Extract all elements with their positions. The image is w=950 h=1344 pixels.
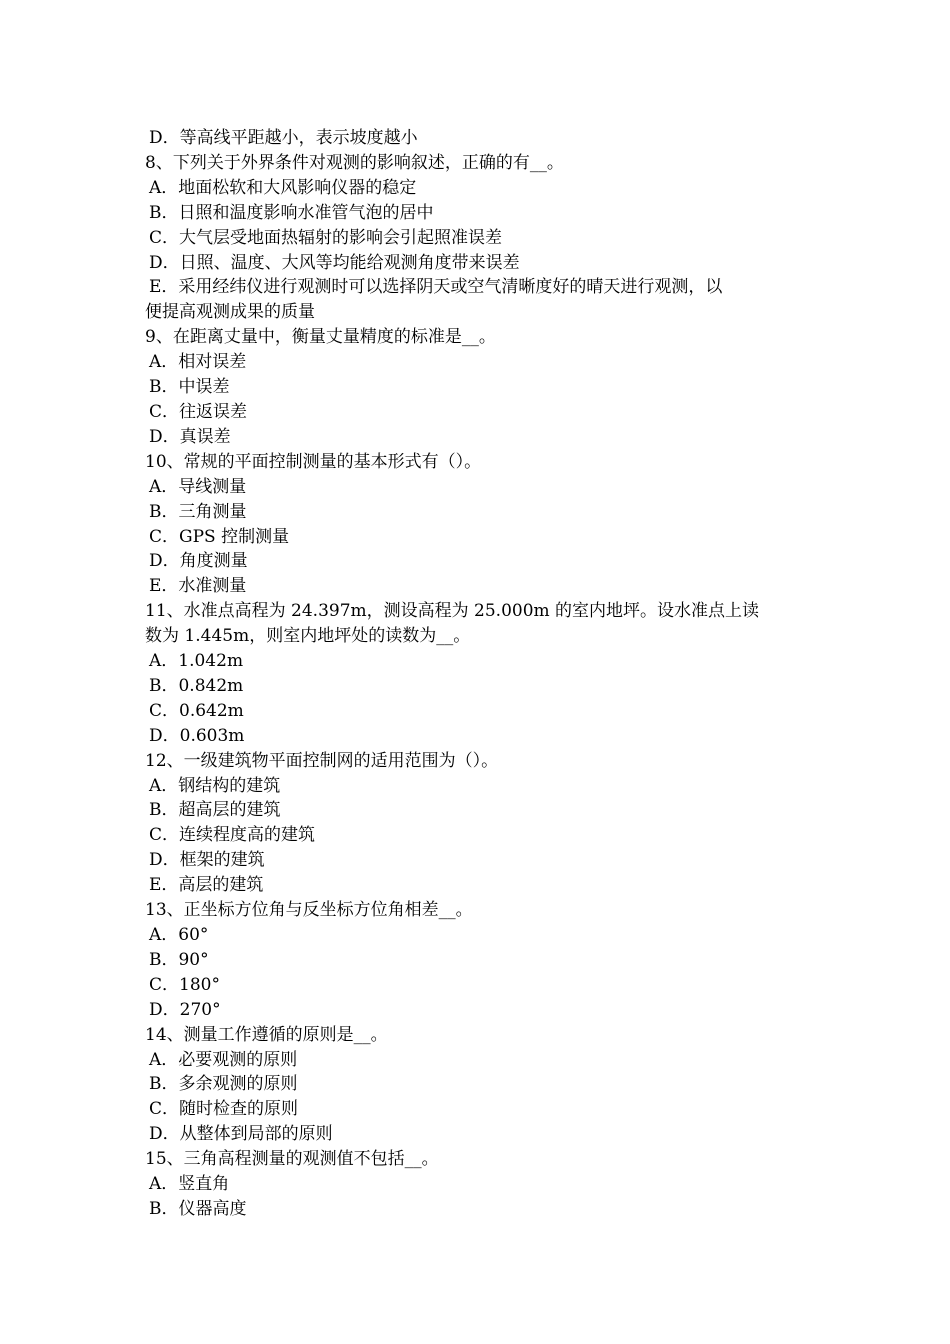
question-text: 15、三角高程测量的观测值不包括__。	[145, 1149, 439, 1170]
question-text: 8、下列关于外界条件对观测的影响叙述，正确的有__。	[145, 152, 564, 173]
answer-option: B．中误差	[149, 377, 230, 398]
answer-option: A．1.042m	[149, 651, 244, 672]
document-body	[145, 126, 815, 1222]
answer-option: A．地面松软和大风影响仪器的稳定	[149, 177, 417, 198]
answer-option: D．日照、温度、大风等均能给观测角度带来误差	[149, 252, 520, 273]
answer-option: C．随时检查的原则	[149, 1099, 299, 1120]
answer-option: A．导线测量	[149, 476, 247, 497]
answer-option: B．日照和温度影响水准管气泡的居中	[149, 202, 434, 223]
answer-option: B．多余观测的原则	[149, 1074, 298, 1095]
answer-option: A．相对误差	[149, 352, 247, 373]
answer-option: C．大气层受地面热辐射的影响会引起照准误差	[149, 227, 503, 248]
question-text: 11、水准点高程为 24.397m，测设高程为 25.000m 的室内地坪。设水准点上读	[145, 601, 760, 622]
answer-option: B．仪器高度	[149, 1198, 247, 1219]
answer-option: C．GPS 控制测量	[149, 526, 290, 547]
answer-option: A．竖直角	[149, 1174, 230, 1195]
question-text: 数为 1.445m，则室内地坪处的读数为__。	[145, 626, 471, 647]
answer-option: A．钢结构的建筑	[149, 775, 281, 796]
answer-option: B．90°	[149, 949, 209, 970]
question-text: 9、在距离丈量中，衡量丈量精度的标准是__。	[145, 327, 496, 348]
question-text: 14、测量工作遵循的原则是__。	[145, 1024, 388, 1045]
answer-option: D．270°	[149, 999, 221, 1020]
answer-option: C．180°	[149, 974, 220, 995]
answer-option: C．往返误差	[149, 401, 248, 422]
answer-option: E．高层的建筑	[149, 875, 264, 896]
answer-option: A．60°	[149, 925, 209, 945]
answer-option: D．框架的建筑	[149, 850, 265, 871]
question-text: 13、正坐标方位角与反坐标方位角相差__。	[145, 900, 473, 921]
answer-option: D．从整体到局部的原则	[149, 1124, 333, 1145]
answer-option: B．超高层的建筑	[149, 800, 281, 821]
answer-option: D．真误差	[149, 426, 231, 447]
answer-option: D．等高线平距越小，表示坡度越小	[149, 128, 418, 148]
answer-option: C．0.642m	[149, 700, 244, 721]
answer-option: C．连续程度高的建筑	[149, 825, 316, 846]
question-text: 便提高观测成果的质量	[145, 302, 315, 323]
answer-option: A．必要观测的原则	[149, 1049, 298, 1070]
answer-option: D．角度测量	[149, 551, 248, 572]
question-text: 10、常规的平面控制测量的基本形式有（）。	[145, 451, 482, 472]
answer-option: B．三角测量	[149, 501, 247, 522]
question-text: 12、一级建筑物平面控制网的适用范围为（）。	[145, 750, 499, 771]
answer-option: E．水准测量	[149, 576, 247, 597]
answer-option: D．0.603m	[149, 725, 245, 746]
answer-option: B．0.842m	[149, 675, 244, 696]
answer-option: E．采用经纬仪进行观测时可以选择阴天或空气清晰度好的晴天进行观测，以	[149, 277, 723, 298]
